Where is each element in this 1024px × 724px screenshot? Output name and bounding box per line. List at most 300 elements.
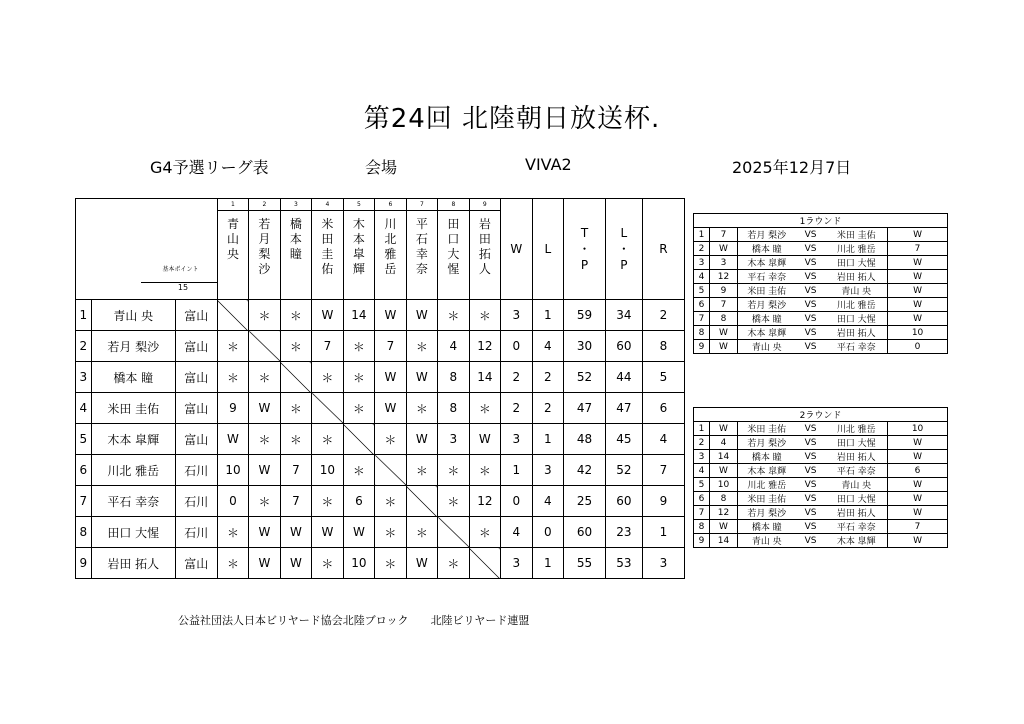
row-number: 7	[76, 486, 92, 517]
match-result: 7	[312, 331, 343, 362]
match-result: W	[343, 517, 374, 548]
match-s2: 7	[888, 242, 948, 256]
round-match-row	[694, 270, 948, 284]
column-player-name: 青山央	[226, 217, 239, 261]
match-p1: 木本 皐輝	[738, 256, 796, 270]
venue-label: 会場	[365, 158, 398, 177]
match-s2: 10	[888, 326, 948, 340]
stat-lp: 34	[606, 300, 643, 331]
match-result	[249, 331, 280, 362]
column-number: 9	[469, 199, 500, 211]
round-match-row	[694, 242, 948, 256]
stat-tp: 55	[564, 548, 606, 579]
stat-w: 3	[501, 300, 532, 331]
match-s2: W	[888, 534, 948, 548]
match-p2: 青山 央	[826, 284, 888, 298]
match-p1: 川北 雅岳	[738, 478, 796, 492]
column-name-cell	[343, 211, 374, 300]
match-result: 8	[438, 393, 469, 424]
match-result: 4	[438, 331, 469, 362]
column-number: 6	[375, 199, 406, 211]
match-result: 9	[217, 393, 248, 424]
player-prefecture: 富山	[175, 300, 217, 331]
round-match-row	[694, 228, 948, 242]
column-number: 7	[406, 199, 437, 211]
row-number: 9	[76, 548, 92, 579]
match-vs: VS	[796, 284, 826, 298]
row-number: 4	[76, 393, 92, 424]
match-p1: 平石 幸奈	[738, 270, 796, 284]
match-result: 14	[343, 300, 374, 331]
column-player-name: 岩田拓人	[478, 217, 491, 276]
round-match-row	[694, 520, 948, 534]
match-vs: VS	[796, 436, 826, 450]
row-number: 8	[76, 517, 92, 548]
match-p1: 橋本 瞳	[738, 450, 796, 464]
stat-header: L ・ P	[606, 199, 643, 300]
match-result: ＊	[217, 362, 248, 393]
match-vs: VS	[796, 298, 826, 312]
table-row	[76, 393, 685, 424]
match-s2: W	[888, 492, 948, 506]
stat-tp: 47	[564, 393, 606, 424]
match-result	[343, 424, 374, 455]
stat-l: 1	[532, 548, 563, 579]
player-prefecture: 石川	[175, 517, 217, 548]
match-result: W	[406, 424, 437, 455]
match-no: 4	[694, 270, 710, 284]
corner-cell	[76, 199, 218, 300]
match-no: 2	[694, 242, 710, 256]
stat-r: 2	[642, 300, 684, 331]
stat-r: 7	[642, 455, 684, 486]
column-name-cell	[469, 211, 500, 300]
match-result: ＊	[469, 300, 500, 331]
match-p1: 木本 皐輝	[738, 464, 796, 478]
round-match-row	[694, 506, 948, 520]
match-result: W	[375, 300, 406, 331]
match-result: ＊	[217, 517, 248, 548]
column-name-cell	[438, 211, 469, 300]
match-result: W	[406, 362, 437, 393]
round-match-row	[694, 256, 948, 270]
match-p2: 岩田 拓人	[826, 270, 888, 284]
match-result	[217, 300, 248, 331]
round-2-table	[693, 407, 948, 548]
match-result: W	[217, 424, 248, 455]
match-result: W	[375, 362, 406, 393]
match-result: ＊	[312, 548, 343, 579]
match-result: ＊	[406, 455, 437, 486]
match-s1: W	[710, 340, 738, 354]
stat-r: 5	[642, 362, 684, 393]
stat-r: 9	[642, 486, 684, 517]
table-row	[76, 362, 685, 393]
match-result: ＊	[280, 300, 311, 331]
match-vs: VS	[796, 450, 826, 464]
column-number: 1	[217, 199, 248, 211]
match-p2: 木本 皐輝	[826, 534, 888, 548]
match-s1: 12	[710, 270, 738, 284]
match-p1: 米田 圭佑	[738, 492, 796, 506]
match-result: ＊	[249, 424, 280, 455]
match-vs: VS	[796, 312, 826, 326]
match-vs: VS	[796, 242, 826, 256]
match-p1: 米田 圭佑	[738, 284, 796, 298]
column-player-name: 橋本瞳	[289, 217, 302, 261]
match-s1: W	[710, 464, 738, 478]
stat-tp: 42	[564, 455, 606, 486]
match-result	[312, 393, 343, 424]
match-vs: VS	[796, 534, 826, 548]
match-s1: 9	[710, 284, 738, 298]
match-s2: 7	[888, 520, 948, 534]
match-result: 8	[438, 362, 469, 393]
match-p2: 田口 大惺	[826, 436, 888, 450]
match-result: W	[249, 455, 280, 486]
row-number: 3	[76, 362, 92, 393]
stat-lp: 45	[606, 424, 643, 455]
match-no: 5	[694, 284, 710, 298]
match-result: ＊	[438, 300, 469, 331]
stat-r: 3	[642, 548, 684, 579]
match-p2: 平石 幸奈	[826, 340, 888, 354]
match-vs: VS	[796, 478, 826, 492]
stat-w: 2	[501, 393, 532, 424]
round-match-row	[694, 450, 948, 464]
round-1-table	[693, 213, 948, 354]
match-s1: W	[710, 422, 738, 436]
match-p2: 田口 大惺	[826, 312, 888, 326]
footer-org-2: 北陸ビリヤード連盟	[430, 614, 530, 627]
stat-w: 0	[501, 486, 532, 517]
match-p2: 米田 圭佑	[826, 228, 888, 242]
match-result: ＊	[217, 548, 248, 579]
match-result: W	[280, 517, 311, 548]
match-s1: 4	[710, 436, 738, 450]
match-s2: W	[888, 312, 948, 326]
match-s2: W	[888, 298, 948, 312]
stat-l: 2	[532, 393, 563, 424]
match-result: 7	[280, 455, 311, 486]
column-number: 8	[438, 199, 469, 211]
match-p2: 田口 大惺	[826, 256, 888, 270]
match-p1: 橋本 瞳	[738, 520, 796, 534]
stat-l: 1	[532, 300, 563, 331]
player-prefecture: 富山	[175, 548, 217, 579]
league-label: G4予選リーグ表	[150, 158, 269, 177]
match-s1: W	[710, 520, 738, 534]
match-no: 5	[694, 478, 710, 492]
stat-tp: 59	[564, 300, 606, 331]
column-name-cell	[406, 211, 437, 300]
match-p2: 田口 大惺	[826, 492, 888, 506]
match-p2: 川北 雅岳	[826, 422, 888, 436]
match-result: ＊	[438, 455, 469, 486]
match-result: ＊	[249, 300, 280, 331]
match-s2: 0	[888, 340, 948, 354]
column-name-cell	[217, 211, 248, 300]
match-p1: 橋本 瞳	[738, 242, 796, 256]
match-result: ＊	[280, 424, 311, 455]
match-vs: VS	[796, 422, 826, 436]
match-p2: 川北 雅岳	[826, 242, 888, 256]
stat-tp: 48	[564, 424, 606, 455]
match-p2: 川北 雅岳	[826, 298, 888, 312]
match-result: 7	[375, 331, 406, 362]
match-result: ＊	[438, 486, 469, 517]
player-name: 平石 幸奈	[91, 486, 175, 517]
match-s2: W	[888, 478, 948, 492]
table-row	[76, 548, 685, 579]
league-table	[75, 198, 685, 579]
match-vs: VS	[796, 256, 826, 270]
stat-w: 4	[501, 517, 532, 548]
match-vs: VS	[796, 340, 826, 354]
match-result: ＊	[406, 517, 437, 548]
round-match-row	[694, 422, 948, 436]
match-result: 7	[280, 486, 311, 517]
match-result: ＊	[469, 393, 500, 424]
stat-header: L	[532, 199, 563, 300]
player-prefecture: 石川	[175, 486, 217, 517]
round-title: 1ラウンド	[694, 214, 948, 228]
round-match-row	[694, 478, 948, 492]
base-point-label: 基本ポイント	[162, 266, 199, 273]
column-player-name: 田口大惺	[447, 217, 460, 276]
table-row	[76, 486, 685, 517]
round-match-row	[694, 436, 948, 450]
match-s1: 3	[710, 256, 738, 270]
column-player-name: 川北雅岳	[384, 217, 397, 276]
venue-name: VIVA2	[525, 155, 572, 174]
match-s2: W	[888, 284, 948, 298]
stat-lp: 60	[606, 486, 643, 517]
player-name: 青山 央	[91, 300, 175, 331]
match-p1: 青山 央	[738, 534, 796, 548]
match-p1: 若月 梨沙	[738, 298, 796, 312]
row-number: 5	[76, 424, 92, 455]
match-s1: 12	[710, 506, 738, 520]
match-result: ＊	[312, 424, 343, 455]
match-p1: 米田 圭佑	[738, 422, 796, 436]
stat-lp: 44	[606, 362, 643, 393]
match-p2: 岩田 拓人	[826, 326, 888, 340]
round-match-row	[694, 340, 948, 354]
match-p1: 木本 皐輝	[738, 326, 796, 340]
match-s2: W	[888, 228, 948, 242]
table-row	[76, 331, 685, 362]
player-prefecture: 石川	[175, 455, 217, 486]
match-p1: 青山 央	[738, 340, 796, 354]
player-name: 川北 雅岳	[91, 455, 175, 486]
player-name: 岩田 拓人	[91, 548, 175, 579]
match-result	[406, 486, 437, 517]
page-title: 第24回 北陸朝日放送杯.	[363, 104, 661, 134]
match-result: ＊	[249, 362, 280, 393]
round-match-row	[694, 326, 948, 340]
match-result: ＊	[312, 486, 343, 517]
match-result: ＊	[280, 393, 311, 424]
match-result: W	[312, 300, 343, 331]
match-result: 10	[217, 455, 248, 486]
match-result	[469, 548, 500, 579]
stat-l: 4	[532, 331, 563, 362]
row-number: 1	[76, 300, 92, 331]
match-s1: 14	[710, 450, 738, 464]
stat-header: W	[501, 199, 532, 300]
player-name: 若月 梨沙	[91, 331, 175, 362]
stat-lp: 47	[606, 393, 643, 424]
match-no: 9	[694, 340, 710, 354]
base-point-value: 15	[141, 282, 217, 292]
match-s1: 8	[710, 492, 738, 506]
match-result: ＊	[343, 362, 374, 393]
match-result: 6	[343, 486, 374, 517]
column-player-name: 米田圭佑	[321, 217, 334, 276]
match-p2: 岩田 拓人	[826, 506, 888, 520]
stat-lp: 23	[606, 517, 643, 548]
match-no: 3	[694, 256, 710, 270]
stat-r: 4	[642, 424, 684, 455]
match-result: ＊	[438, 548, 469, 579]
match-result: ＊	[375, 517, 406, 548]
match-result: W	[469, 424, 500, 455]
match-p2: 青山 央	[826, 478, 888, 492]
stat-r: 8	[642, 331, 684, 362]
column-player-name: 木本皐輝	[352, 217, 365, 276]
match-no: 3	[694, 450, 710, 464]
match-p1: 若月 梨沙	[738, 228, 796, 242]
footer-org-1: 公益社団法人日本ビリヤード協会北陸ブロック	[178, 614, 409, 627]
match-vs: VS	[796, 326, 826, 340]
stat-tp: 25	[564, 486, 606, 517]
table-row	[76, 424, 685, 455]
match-vs: VS	[796, 492, 826, 506]
column-number: 5	[343, 199, 374, 211]
match-result: ＊	[217, 331, 248, 362]
match-result: W	[406, 548, 437, 579]
match-no: 8	[694, 326, 710, 340]
match-s2: W	[888, 436, 948, 450]
player-prefecture: 富山	[175, 393, 217, 424]
stat-w: 2	[501, 362, 532, 393]
round-match-row	[694, 534, 948, 548]
column-player-name: 平石幸奈	[415, 217, 428, 276]
match-vs: VS	[796, 506, 826, 520]
match-result: ＊	[312, 362, 343, 393]
match-no: 6	[694, 492, 710, 506]
round-match-row	[694, 492, 948, 506]
stat-l: 4	[532, 486, 563, 517]
match-result: ＊	[343, 331, 374, 362]
match-s1: W	[710, 242, 738, 256]
match-no: 9	[694, 534, 710, 548]
match-no: 4	[694, 464, 710, 478]
row-number: 2	[76, 331, 92, 362]
stat-l: 3	[532, 455, 563, 486]
stat-w: 1	[501, 455, 532, 486]
stat-header: T ・ P	[564, 199, 606, 300]
match-no: 1	[694, 228, 710, 242]
match-no: 6	[694, 298, 710, 312]
match-result: ＊	[375, 486, 406, 517]
match-vs: VS	[796, 520, 826, 534]
match-s1: 7	[710, 228, 738, 242]
stat-w: 3	[501, 424, 532, 455]
stat-lp: 60	[606, 331, 643, 362]
match-p1: 橋本 瞳	[738, 312, 796, 326]
match-result: ＊	[375, 548, 406, 579]
match-s2: 6	[888, 464, 948, 478]
stat-tp: 30	[564, 331, 606, 362]
match-result	[438, 517, 469, 548]
match-no: 7	[694, 506, 710, 520]
column-name-cell	[312, 211, 343, 300]
match-no: 2	[694, 436, 710, 450]
match-no: 1	[694, 422, 710, 436]
match-result: W	[375, 393, 406, 424]
round-match-row	[694, 464, 948, 478]
match-result: ＊	[343, 455, 374, 486]
player-prefecture: 富山	[175, 362, 217, 393]
column-name-cell	[375, 211, 406, 300]
match-result: ＊	[469, 455, 500, 486]
match-result: 10	[312, 455, 343, 486]
match-result: 0	[217, 486, 248, 517]
match-result	[375, 455, 406, 486]
stat-tp: 60	[564, 517, 606, 548]
match-s1: 7	[710, 298, 738, 312]
event-date: 2025年12月7日	[732, 158, 852, 177]
match-result: 10	[343, 548, 374, 579]
match-vs: VS	[796, 464, 826, 478]
column-name-cell	[280, 211, 311, 300]
stat-w: 3	[501, 548, 532, 579]
round-match-row	[694, 312, 948, 326]
match-p2: 岩田 拓人	[826, 450, 888, 464]
match-s2: W	[888, 506, 948, 520]
player-name: 橋本 瞳	[91, 362, 175, 393]
column-player-name: 若月梨沙	[258, 217, 271, 276]
column-name-cell	[249, 211, 280, 300]
match-s2: W	[888, 450, 948, 464]
stat-l: 2	[532, 362, 563, 393]
player-name: 米田 圭佑	[91, 393, 175, 424]
table-row	[76, 300, 685, 331]
match-result: ＊	[249, 486, 280, 517]
match-s1: 8	[710, 312, 738, 326]
table-row	[76, 517, 685, 548]
match-s1: 14	[710, 534, 738, 548]
table-row	[76, 455, 685, 486]
match-vs: VS	[796, 228, 826, 242]
match-result: W	[406, 300, 437, 331]
column-number: 4	[312, 199, 343, 211]
stat-lp: 53	[606, 548, 643, 579]
match-result: W	[249, 517, 280, 548]
stat-r: 1	[642, 517, 684, 548]
round-match-row	[694, 284, 948, 298]
match-result: W	[280, 548, 311, 579]
match-no: 8	[694, 520, 710, 534]
match-p1: 若月 梨沙	[738, 436, 796, 450]
column-number: 2	[249, 199, 280, 211]
match-p1: 若月 梨沙	[738, 506, 796, 520]
stat-lp: 52	[606, 455, 643, 486]
match-result: ＊	[469, 517, 500, 548]
stat-l: 1	[532, 424, 563, 455]
